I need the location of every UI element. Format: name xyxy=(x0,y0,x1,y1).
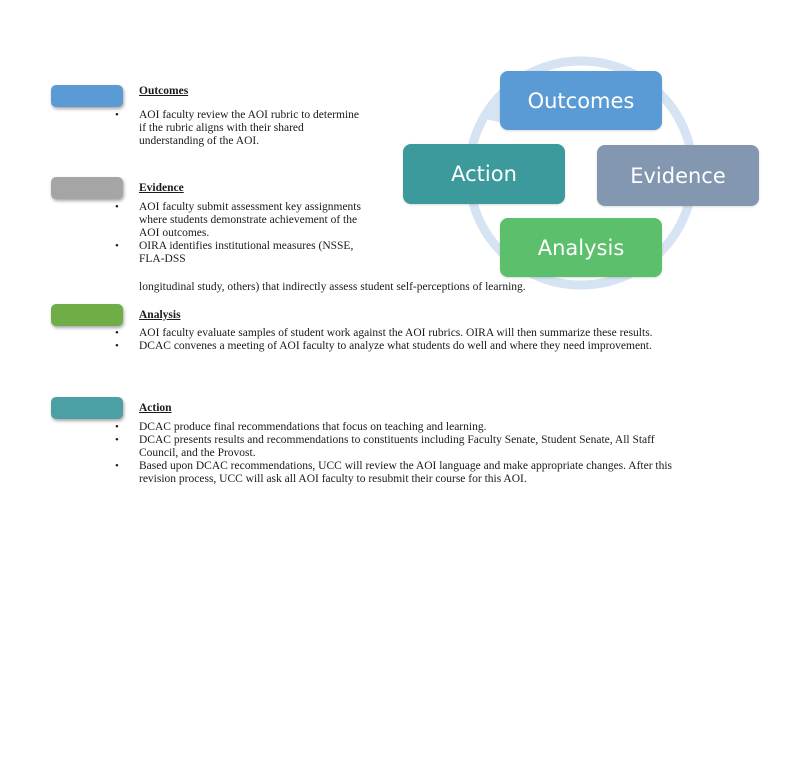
outcomes-bullet-1: • AOI faculty review the AOI rubric to determine if the rubric aligns with their shared understanding of the AOI. xyxy=(115,109,367,148)
evidence-legend-swatch xyxy=(51,177,123,199)
action-bullet-1: • DCAC produce final recommendations that focus on teaching and learning. xyxy=(115,421,683,434)
analysis-bullet-1: • AOI faculty evaluate samples of student work against the AOI rubrics. OIRA will then summarize these results. xyxy=(115,327,683,340)
cycle-node-action xyxy=(403,144,565,204)
analysis-legend-swatch xyxy=(51,304,123,326)
analysis-bullet-2: • DCAC convenes a meeting of AOI faculty to analyze what students do well and where they need improvement. xyxy=(115,340,683,353)
cycle-node-action-label: Action xyxy=(451,162,517,186)
cycle-node-evidence-label: Evidence xyxy=(630,163,726,188)
outcomes-bullet-list xyxy=(115,109,367,148)
cycle-node-outcomes xyxy=(500,71,662,130)
cycle-node-analysis-label: Analysis xyxy=(537,235,625,260)
evidence-bullet-1: • AOI faculty submit assessment key assignments where students demonstrate achievement of the AOI outcomes. xyxy=(115,201,367,240)
cycle-node-outcomes-label: Outcomes xyxy=(527,88,635,113)
action-bullet-3: • Based upon DCAC recommendations, UCC will review the AOI language and make appropriate changes. After this revision process, UCC will ask all AOI faculty to resubmit their course for this AOI. xyxy=(115,460,683,486)
evidence-title: Evidence xyxy=(139,182,184,194)
analysis-bullet-list xyxy=(115,327,683,353)
evidence-bullet-2-continuation: longitudinal study, others) that indirectly assess student self-perceptions of learning. xyxy=(139,281,526,293)
action-bullet-2: • DCAC presents results and recommendations to constituents including Faculty Senate, Student Senate, All Staff Council, and the Provost. xyxy=(115,434,683,460)
action-title: Action xyxy=(139,402,172,414)
cycle-node-evidence xyxy=(597,145,759,206)
outcomes-legend-swatch xyxy=(51,85,123,107)
evidence-bullet-2: • OIRA identifies institutional measures (NSSE, FLA-DSS xyxy=(115,240,367,266)
analysis-title: Analysis xyxy=(139,309,181,321)
action-legend-swatch xyxy=(51,397,123,419)
cycle-node-analysis xyxy=(500,218,662,277)
action-bullet-list xyxy=(115,421,683,486)
evidence-bullet-list xyxy=(115,201,367,266)
outcomes-title: Outcomes xyxy=(139,85,189,97)
